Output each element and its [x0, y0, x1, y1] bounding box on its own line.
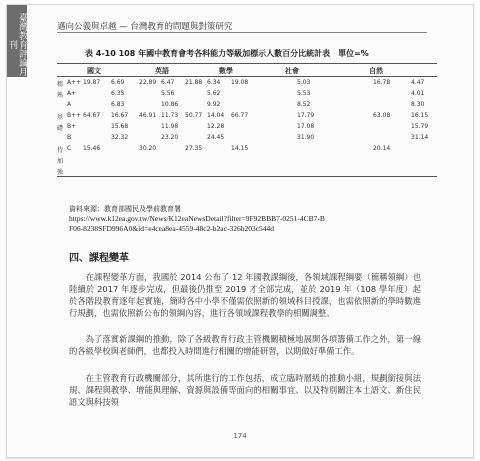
table-level-cell: B	[67, 134, 72, 141]
header-divider	[57, 32, 427, 33]
source-label: 資料來源：教育部國民及學前教育署	[69, 205, 181, 213]
table-cell: 32.32	[111, 134, 129, 141]
table-cell: 16.67	[111, 112, 129, 119]
table-cell: 6.83	[111, 101, 125, 108]
table-header-cell: 國文	[87, 67, 101, 75]
table-cell: 14.15	[231, 145, 249, 152]
table-cell: 6.35	[111, 90, 125, 97]
body-paragraph: 在主管教育行政機關部分，其所進行的工作包括，成立臨時層級的推動小組，規劃銜接與法規、課程與教學、增能與理解、資源與設備等面向的相關事宜、以及特別關注本土語文、新住民語文與科技領	[69, 373, 421, 407]
table-cell: 17.79	[297, 112, 315, 119]
table-group-cell: 加	[57, 158, 64, 165]
table-row	[57, 110, 437, 121]
table-cell: 27.35	[185, 145, 203, 152]
table-level-cell: B+	[67, 123, 77, 130]
table-cell: 5.56	[161, 90, 175, 97]
chapter-side-tab: 臺灣教育評論月刊	[7, 5, 27, 77]
table-cell: 5.53	[297, 90, 311, 97]
table-cell: 22.89	[139, 79, 157, 86]
table-level-cell: C	[67, 145, 72, 152]
table-cell: 31.14	[411, 134, 429, 141]
table-cell: 5.03	[297, 79, 311, 86]
table-cell: 14.04	[207, 112, 225, 119]
table-body	[57, 77, 437, 176]
table-group-cell: 礎	[57, 125, 64, 132]
page-number: 174	[233, 432, 247, 440]
table-group-cell: 精	[57, 81, 64, 88]
table-row	[57, 121, 437, 132]
table-source	[69, 204, 325, 234]
table-cell: 64.67	[83, 112, 101, 119]
table-row	[57, 77, 437, 88]
table-cell: 6.69	[111, 79, 125, 86]
table-cell: 10.86	[161, 101, 179, 108]
source-url-line-1: https://www.k12ea.gov.tw/News/K12eaNewsDetail?filter=9F92BBB7-0251-4CB7-B	[69, 214, 325, 223]
table-cell: 11.73	[161, 112, 179, 119]
table-row	[57, 99, 437, 110]
table-cell: 50.77	[185, 112, 203, 119]
table-row	[57, 132, 437, 143]
table-level-cell: B++	[67, 112, 82, 119]
table-header-cell: 社會	[285, 67, 299, 75]
table-cell: 8.52	[297, 101, 311, 108]
source-url-line-2: F06-8238SFD996A0&id=e4cea8ea-4559-48c2-b2ac-326b203c544d	[69, 224, 275, 233]
table-row	[57, 88, 437, 99]
table-cell: 4.01	[411, 90, 425, 97]
table-title: 表 4-10 108 年國中教育會考各科能力等級加標示人數百分比統計表 單位=%	[85, 49, 369, 58]
table-cell: 24.45	[207, 134, 225, 141]
table-cell: 6.34	[207, 79, 221, 86]
table-group-cell: 熟	[57, 92, 64, 99]
table-header-cell: 自然	[369, 67, 383, 75]
table-cell: 15.68	[111, 123, 129, 130]
table-level-cell: A+	[67, 90, 77, 97]
table-header-cell: 英語	[155, 67, 169, 75]
table-cell: 11.98	[161, 123, 179, 130]
table-row	[57, 143, 437, 154]
table-cell: 30.20	[139, 145, 157, 152]
table-row	[57, 165, 437, 176]
table-bottom-rule	[57, 176, 437, 177]
table-cell: 17.08	[297, 123, 315, 130]
section-heading: 四、課程變革	[69, 253, 129, 264]
table-group-cell: 強	[57, 169, 64, 176]
table-cell: 66.77	[231, 112, 249, 119]
body-paragraph: 為了落實新課綱的推動，除了各級教育行政主管機關積極地展開各項籌備工作之外，第一線的各級學校與老師們，也都投入時間進行相關的增能研習，以期做好準備工作。	[69, 334, 421, 356]
table-cell: 12.28	[207, 123, 225, 130]
table-cell: 4.47	[411, 79, 425, 86]
table-cell: 15.46	[83, 145, 101, 152]
table-cell: 63.08	[373, 112, 391, 119]
table-cell: 9.92	[207, 101, 221, 108]
table-cell: 16.78	[373, 79, 391, 86]
table-header-cell: 數學	[219, 67, 233, 75]
table-cell: 8.30	[411, 101, 425, 108]
book-page	[6, 4, 474, 458]
table-cell: 19.08	[231, 79, 249, 86]
table-cell: 46.91	[139, 112, 157, 119]
table-cell: 15.79	[411, 123, 429, 130]
table-cell: 19.87	[83, 79, 101, 86]
table-group-cell: 待	[57, 147, 64, 154]
running-header: 邁向公義與卓越 — 台灣教育的問題與對策研究	[57, 22, 233, 32]
body-paragraph: 在課程變革方面，我國於 2014 公布了 12 年國教課綱後，各領域課程綱要（簡稱領綱）也陸續於 2017 年逐步完成，但最後仍推至 2019 才全部完成，並於 2019 年（108 學年度）起於各階段教育逐年起實施，簡時各中小學不僅需依照新的領域科目授課，也需依照新的學時數進行規劃，也需依照新公布的領綱內容，進行各領域課程教學的相關調整。	[69, 272, 421, 318]
table-group-cell: 基	[57, 114, 64, 121]
table-level-cell: A	[67, 101, 72, 108]
table-cell: 5.62	[207, 90, 221, 97]
table-cell: 31.90	[297, 134, 315, 141]
table-cell: 21.88	[185, 79, 203, 86]
table-header-row	[57, 63, 437, 77]
table-cell: 16.15	[411, 112, 429, 119]
statistics-table	[57, 63, 437, 177]
table-level-cell: A++	[67, 79, 82, 86]
table-cell: 23.20	[161, 134, 179, 141]
table-cell: 20.14	[373, 145, 391, 152]
table-cell: 6.47	[161, 79, 175, 86]
table-row	[57, 154, 437, 165]
